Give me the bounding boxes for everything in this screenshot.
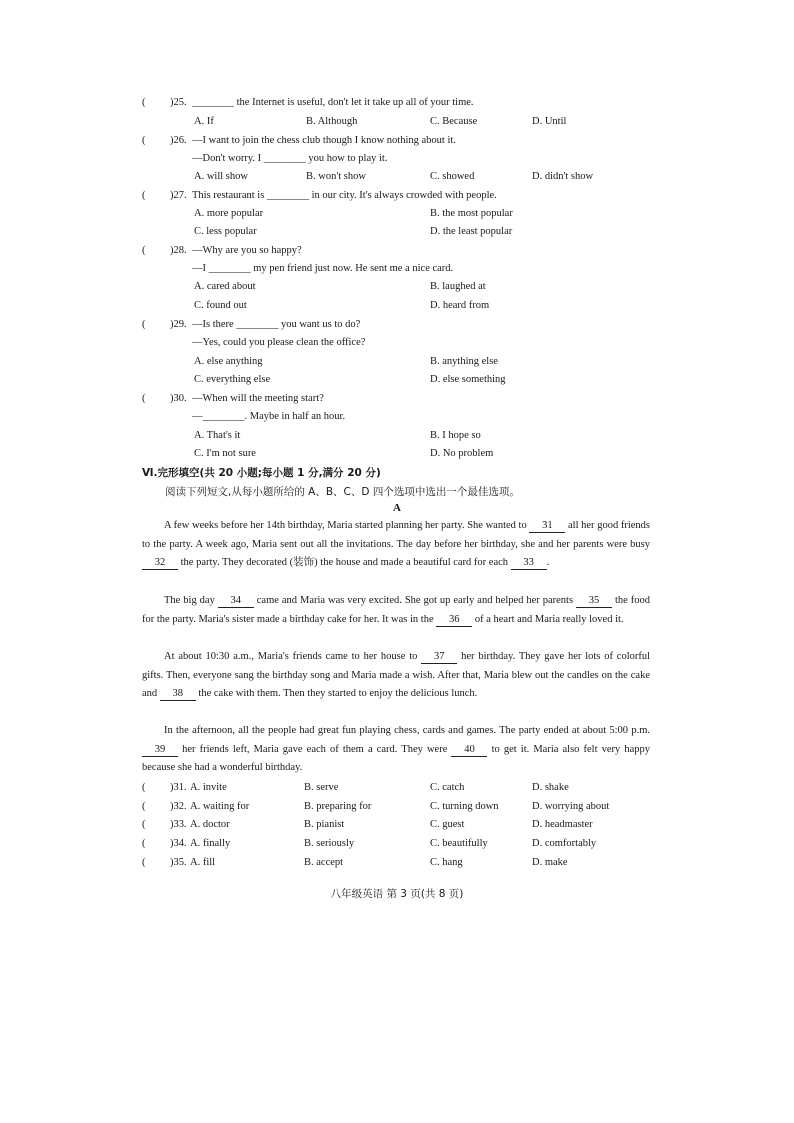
answer-paren: ( xyxy=(142,857,146,868)
option-b: B. seriously xyxy=(304,838,355,849)
option-a: A. That's it xyxy=(194,430,241,441)
blank-36: 36 xyxy=(436,613,472,627)
passage-text: her birthday. They gave her lots of colorful gifts. Then, everyone sang the birthday song and Maria made a wish. After that, Maria blew out the candles on the cake and xyxy=(142,651,651,700)
passage-paragraph-1 xyxy=(142,517,650,573)
answer-paren: ( xyxy=(142,819,146,830)
option-c: C. guest xyxy=(430,819,465,830)
blank-39: 39 xyxy=(142,743,178,757)
option-a: A. will show xyxy=(194,171,248,182)
option-d: D. heard from xyxy=(430,300,490,311)
blank-32: 32 xyxy=(142,556,178,570)
question-number: )34. xyxy=(170,838,187,849)
question-number: )32. xyxy=(170,801,187,812)
option-d: D. the least popular xyxy=(430,226,513,237)
option-b: B. won't show xyxy=(306,171,366,182)
option-b: B. laughed at xyxy=(430,281,486,292)
blank-33: 33 xyxy=(511,556,547,570)
option-d: D. else something xyxy=(430,374,506,385)
question-number: )29. xyxy=(170,319,187,330)
question-stem: —I want to join the chess club though I know nothing about it. xyxy=(192,135,456,146)
option-b: B. the most popular xyxy=(430,208,513,219)
blank-31: 31 xyxy=(529,519,565,533)
answer-paren: ( xyxy=(142,135,146,146)
option-a: A. cared about xyxy=(194,281,256,292)
passage-paragraph-2 xyxy=(142,592,650,629)
passage-text: the cake with them. Then they started to enjoy the delicious lunch. xyxy=(198,688,478,700)
option-c: C. beautifully xyxy=(430,838,488,849)
option-c: C. showed xyxy=(430,171,475,182)
passage-text: In the afternoon, all the people had great fun playing chess, cards and games. The party ended at about 5:00 p.m. xyxy=(164,725,650,736)
passage-text: to get it. Maria also felt very happy because she had a wonderful birthday. xyxy=(142,743,651,774)
question-stem: ________ the Internet is useful, don't let it take up all of your time. xyxy=(192,97,474,108)
blank-37: 37 xyxy=(421,650,457,664)
option-a: A. more popular xyxy=(194,208,264,219)
option-b: B. preparing for xyxy=(304,801,372,812)
option-a: A. doctor xyxy=(190,819,230,830)
answer-paren: ( xyxy=(142,245,146,256)
answer-paren: ( xyxy=(142,190,146,201)
option-b: B. serve xyxy=(304,782,339,793)
passage-paragraph-4 xyxy=(142,722,650,778)
option-c: C. everything else xyxy=(194,374,271,385)
option-b: B. pianist xyxy=(304,819,345,830)
section-title: Ⅵ.完形填空(共 20 小题;每小题 1 分,满分 20 分) xyxy=(142,467,381,479)
option-a: A. fill xyxy=(190,857,216,868)
option-d: D. Until xyxy=(532,116,567,127)
option-d: D. make xyxy=(532,857,568,868)
answer-paren: ( xyxy=(142,97,146,108)
blank-40: 40 xyxy=(451,743,487,757)
answer-paren: ( xyxy=(142,782,146,793)
section-instruction: 阅读下列短文,从每小题所给的 A、B、C、D 四个选项中选出一个最佳选项。 xyxy=(165,486,520,498)
question-stem-reply: —________. Maybe in half an hour. xyxy=(192,411,346,422)
passage-text: her friends left, Maria gave each of them a card. They were xyxy=(182,743,448,755)
blank-34: 34 xyxy=(218,594,254,608)
option-d: D. No problem xyxy=(430,448,494,459)
blank-38: 38 xyxy=(160,687,196,701)
question-stem: —When will the meeting start? xyxy=(192,393,324,404)
answer-paren: ( xyxy=(142,393,146,404)
passage-text: The big day xyxy=(164,595,215,606)
question-number: )31. xyxy=(170,782,187,793)
question-number: )25. xyxy=(170,97,187,108)
option-c: C. less popular xyxy=(194,226,257,237)
option-b: B. I hope so xyxy=(430,430,481,441)
question-stem-reply: —I ________ my pen friend just now. He sent me a nice card. xyxy=(192,263,454,274)
option-d: D. shake xyxy=(532,782,569,793)
answer-paren: ( xyxy=(142,319,146,330)
option-b: B. anything else xyxy=(430,356,498,367)
option-d: D. headmaster xyxy=(532,819,593,830)
passage-text: At about 10:30 a.m., Maria's friends came to her house to xyxy=(164,651,418,662)
passage-text: came and Maria was very excited. She got up early and helped her parents xyxy=(256,595,574,606)
passage-text: all her good friends to the party. A week ago, Maria sent out all the invitations. The day before her birthday, she and her parents were busy xyxy=(142,520,650,550)
option-c: C. turning down xyxy=(430,801,499,812)
question-number: )33. xyxy=(170,819,187,830)
option-a: A. If xyxy=(194,116,214,127)
option-c: C. catch xyxy=(430,782,465,793)
passage-paragraph-3 xyxy=(142,648,650,704)
question-stem: —Why are you so happy? xyxy=(192,245,302,256)
option-c: C. hang xyxy=(430,857,463,868)
answer-paren: ( xyxy=(142,838,146,849)
question-number: )26. xyxy=(170,135,187,146)
passage-text: A few weeks before her 14th birthday, Maria started planning her party. She wanted to xyxy=(164,520,527,531)
option-d: D. worrying about xyxy=(532,801,610,812)
blank-35: 35 xyxy=(576,594,612,608)
option-a: A. waiting for xyxy=(190,801,250,812)
option-c: C. Because xyxy=(430,116,478,127)
passage-text: the party. They decorated (装饰) the house and made a beautiful card for each xyxy=(180,557,509,569)
option-b: B. accept xyxy=(304,857,344,868)
question-number: )28. xyxy=(170,245,187,256)
passage-text: the food for the party. Maria's sister made a birthday cake for her. It was in the xyxy=(142,595,651,625)
question-number: )35. xyxy=(170,857,187,868)
option-d: D. comfortably xyxy=(532,838,597,849)
option-a: A. finally xyxy=(190,838,231,849)
option-b: B. Although xyxy=(306,116,358,127)
passage-label: A xyxy=(393,502,401,514)
question-stem-reply: —Yes, could you please clean the office? xyxy=(192,337,366,348)
question-number: )30. xyxy=(170,393,187,404)
question-stem: This restaurant is ________ in our city. It's always crowded with people. xyxy=(192,190,497,201)
option-c: C. found out xyxy=(194,300,247,311)
page-footer: 八年级英语 第 3 页(共 8 页) xyxy=(330,888,464,900)
passage-text: . xyxy=(546,557,550,569)
option-a: A. else anything xyxy=(194,356,263,367)
question-number: )27. xyxy=(170,190,187,201)
option-c: C. I'm not sure xyxy=(194,448,256,459)
answer-paren: ( xyxy=(142,801,146,812)
passage-text: of a heart and Maria really loved it. xyxy=(474,613,624,625)
option-d: D. didn't show xyxy=(532,171,594,182)
question-stem: —Is there ________ you want us to do? xyxy=(192,319,361,330)
question-stem-reply: —Don't worry. I ________ you how to play it. xyxy=(192,153,388,164)
option-a: A. invite xyxy=(190,782,227,793)
